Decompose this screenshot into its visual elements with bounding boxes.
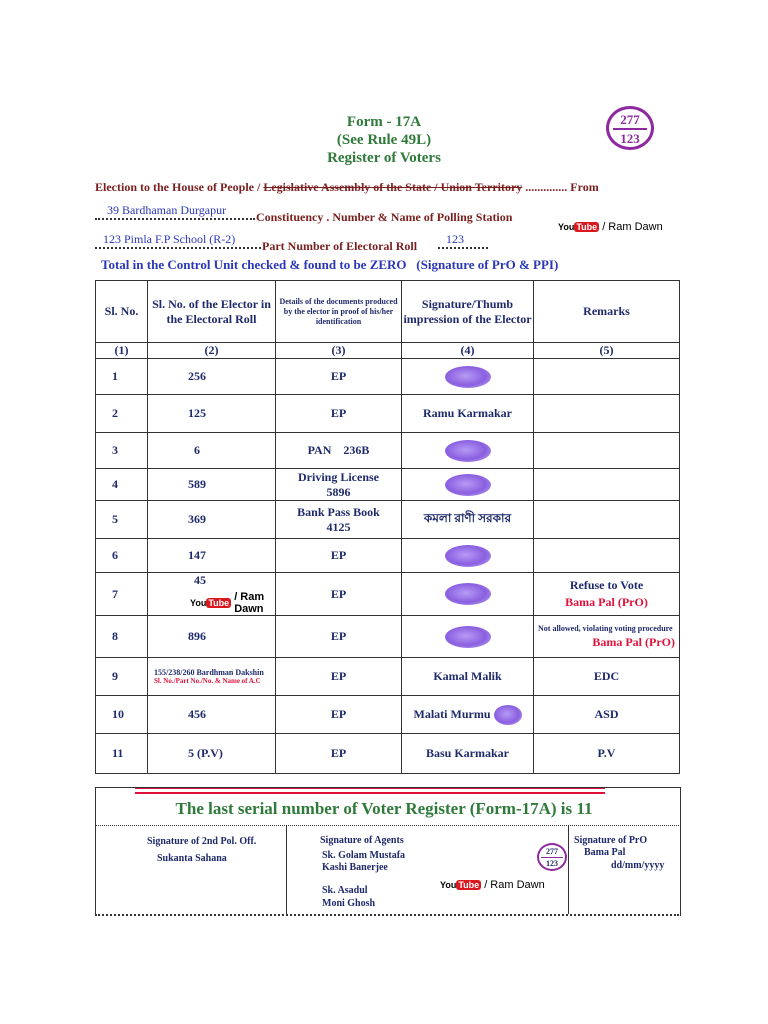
seal-stamp [606, 106, 654, 150]
row-document [276, 696, 402, 734]
table-row [96, 501, 680, 539]
row-signature [402, 573, 534, 616]
row-sl-no: 1 [96, 359, 148, 395]
signature-text: কমলা রাণী সরকার [423, 510, 512, 525]
doc-value: Bank Pass Book [297, 504, 380, 519]
pro-date: dd/mm/yyyy [611, 860, 665, 871]
polling-value: 123 Pimla F.P School (R-2) [103, 232, 236, 246]
row-roll-no [148, 658, 276, 696]
remark-text: EDC [593, 669, 620, 683]
row-remarks [534, 696, 680, 734]
table-row [96, 616, 680, 658]
row-roll-no [148, 469, 276, 501]
row-document [276, 359, 402, 395]
row-remarks [534, 616, 680, 658]
pro-name: Bama Pal [584, 847, 626, 858]
row-signature [402, 539, 534, 573]
remark-text: ASD [594, 707, 619, 721]
roll-value: 5 (P.V) [188, 746, 223, 760]
last-serial-text: The last serial number of Voter Register (Form-17A) is 11 [175, 799, 593, 818]
row-roll-no [148, 616, 276, 658]
signature-text: Malati Murmu [413, 706, 491, 721]
roll-detail: 155/238/260 Bardhman Dakshin [154, 668, 264, 677]
row-sl-no: 9 [96, 658, 148, 696]
row-roll-no [148, 501, 276, 539]
pol-off-title: Signature of 2nd Pol. Off. [147, 836, 257, 847]
row-remarks [534, 433, 680, 469]
row-roll-no [148, 359, 276, 395]
agent-1: Sk. Golam Mustafa [322, 850, 406, 861]
row-remarks [534, 359, 680, 395]
row-sl-no: 2 [96, 395, 148, 433]
remark-text: Refuse to Vote [569, 578, 644, 592]
row-remarks [534, 539, 680, 573]
row-remarks [534, 573, 680, 616]
col-header-sl: Sl. No. [96, 281, 148, 343]
row-signature [402, 734, 534, 774]
row-roll-no [148, 433, 276, 469]
doc-value: EP [330, 548, 347, 562]
election-line [95, 180, 599, 195]
roll-value: 147 [188, 548, 206, 562]
register-title: Register of Voters [327, 150, 441, 166]
row-roll-no [148, 573, 276, 616]
doc-number: 4125 [326, 519, 351, 534]
footer-divider-1 [286, 826, 287, 914]
col-header-docs: Details of the documents produced by the elector in proof of his/her identification [276, 281, 402, 343]
signature-text: Kamal Malik [433, 669, 502, 683]
row-remarks [534, 734, 680, 774]
thumb-impression [445, 583, 491, 605]
roll-value: 45 [194, 573, 206, 587]
election-dots: .............. [522, 180, 568, 194]
doc-value: EP [330, 369, 347, 383]
form-title: Form - 17A [346, 114, 422, 130]
column-number-row: (1) (2) (3) (4) (5) [96, 343, 680, 359]
election-suffix: From [567, 180, 599, 194]
row-sl-no: 8 [96, 616, 148, 658]
footer-divider-2 [568, 826, 569, 914]
agents-title: Signature of Agents [320, 835, 404, 846]
doc-value: EP [330, 746, 347, 760]
row-sl-no: 11 [96, 734, 148, 774]
table-row [96, 573, 680, 616]
roll-detail-note: Sl. No./Part No./No. & Name of A.C [154, 677, 261, 685]
row-sl-no: 7 [96, 573, 148, 616]
table-row [96, 395, 680, 433]
pol-off-name: Sukanta Sahana [157, 853, 227, 864]
table-row [96, 469, 680, 501]
row-document [276, 573, 402, 616]
row-roll-no [148, 696, 276, 734]
roll-value: 256 [188, 369, 206, 383]
roll-field [438, 232, 488, 250]
row-signature [402, 359, 534, 395]
row-signature [402, 395, 534, 433]
thumb-impression [445, 440, 491, 462]
row-sl-no: 10 [96, 696, 148, 734]
row-document [276, 616, 402, 658]
doc-value: Driving License [298, 469, 379, 484]
agent-3: Sk. Asadul [322, 885, 368, 896]
col-header-remarks: Remarks [534, 281, 680, 343]
doc-value: EP [330, 406, 347, 420]
remark-text: P.V [597, 746, 616, 760]
row-sl-no: 6 [96, 539, 148, 573]
table-row [96, 539, 680, 573]
signature-text: Ramu Karmakar [423, 406, 512, 420]
roll-value: 123 [446, 232, 464, 246]
row-signature [402, 658, 534, 696]
doc-number: 5896 [326, 484, 351, 499]
table-row [96, 433, 680, 469]
row-remarks [534, 658, 680, 696]
table-rows [96, 359, 680, 774]
brand-watermark-row: You Tube / Ram Dawn [190, 591, 265, 615]
seal-top: 277 [613, 111, 647, 130]
row-document [276, 501, 402, 539]
thumb-impression [494, 705, 522, 725]
polling-field [95, 232, 261, 250]
row-document [276, 658, 402, 696]
table-row [96, 734, 680, 774]
remark-text: Not allowed, violating voting procedure [538, 623, 673, 633]
voter-register-table [95, 280, 680, 774]
roll-value: 369 [188, 512, 206, 526]
remark-pro: Bama Pal (PrO) [592, 634, 675, 649]
row-signature [402, 616, 534, 658]
doc-value: EP [330, 707, 347, 721]
col-header-signature: Signature/Thumb impression of the Elector [402, 281, 534, 343]
row-signature [402, 501, 534, 539]
row-sl-no: 3 [96, 433, 148, 469]
constituency-field [95, 203, 255, 221]
row-remarks [534, 469, 680, 501]
remark-pro: Bama Pal (PrO) [565, 595, 648, 609]
roll-value: 456 [188, 707, 206, 721]
row-document [276, 395, 402, 433]
table-header-row [96, 281, 680, 343]
row-signature [402, 433, 534, 469]
row-signature [402, 696, 534, 734]
row-remarks [534, 501, 680, 539]
pro-title: Signature of PrO [574, 835, 648, 846]
election-prefix: Election to the House of People / [95, 180, 264, 194]
row-sl-no: 5 [96, 501, 148, 539]
thumb-impression [445, 474, 491, 496]
footer-bottom-rule [95, 914, 679, 916]
brand-watermark-footer: You Tube / Ram Dawn [440, 879, 545, 891]
zero-check-line: Total in the Control Unit checked & found to be ZERO (Signature of PrO & PPI) [101, 257, 559, 272]
row-sl-no: 4 [96, 469, 148, 501]
seal-bottom: 123 [620, 131, 640, 146]
doc-value: PAN 236B [307, 443, 370, 457]
row-roll-no [148, 539, 276, 573]
thumb-impression [445, 366, 491, 388]
row-remarks [534, 395, 680, 433]
doc-value: EP [330, 629, 347, 643]
roll-value: 125 [188, 406, 206, 420]
rule-reference: (See Rule 49L) [336, 132, 432, 148]
footer-split-rule [95, 825, 679, 827]
row-roll-no [148, 734, 276, 774]
agent-2: Kashi Banerjee [322, 862, 388, 873]
row-signature [402, 469, 534, 501]
polling-label: Part Number of Electoral Roll [262, 239, 418, 253]
col-header-roll: Sl. No. of the Elector in the Electoral Roll [148, 281, 276, 343]
constituency-value: 39 Bardhaman Durgapur [107, 203, 227, 217]
row-document [276, 469, 402, 501]
agent-4: Moni Ghosh [322, 898, 376, 909]
roll-value: 589 [188, 477, 206, 491]
row-document [276, 734, 402, 774]
thumb-impression [445, 545, 491, 567]
doc-value: EP [330, 586, 347, 601]
election-struck: Legislative Assembly of the State / Union Territory [263, 180, 523, 194]
table-row [96, 696, 680, 734]
row-roll-no [148, 395, 276, 433]
constituency-label: Constituency . Number & Name of Polling Station [256, 210, 513, 224]
roll-value: 6 [194, 443, 200, 457]
thumb-impression [445, 626, 491, 648]
signature-text: Basu Karmakar [425, 746, 509, 760]
roll-value: 896 [188, 629, 206, 643]
brand-watermark-top: You Tube / Ram Dawn [558, 221, 663, 233]
seal-stamp-small: 277 123 [537, 843, 567, 871]
table-row [96, 658, 680, 696]
row-document [276, 433, 402, 469]
table-row [96, 359, 680, 395]
row-document [276, 539, 402, 573]
doc-value: EP [330, 669, 347, 683]
